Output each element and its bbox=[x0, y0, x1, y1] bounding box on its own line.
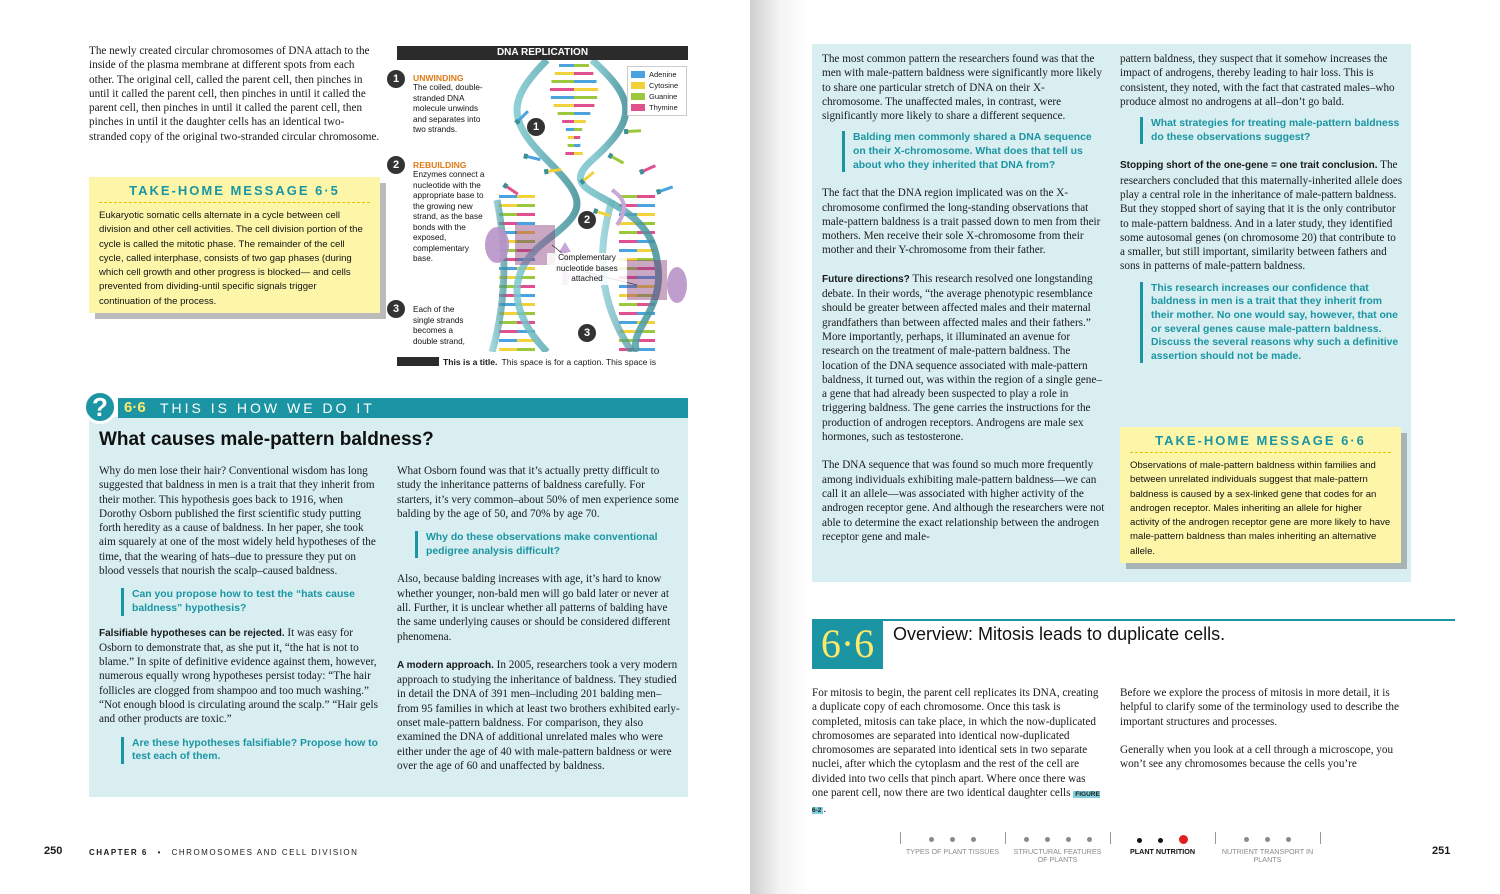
nav-separator bbox=[1110, 832, 1111, 844]
section-column-2 bbox=[397, 464, 680, 773]
free-nucleotide bbox=[502, 182, 519, 196]
overview-col2-paragraph-2: Generally when you look at a cell through a microscope, you won’t see any chromosomes because the cells you’re bbox=[1120, 743, 1394, 771]
base-pair bbox=[568, 144, 574, 147]
footer-navigation bbox=[900, 830, 1320, 870]
section-heading: What causes male-pattern baldness? bbox=[99, 429, 434, 450]
nav-dot bbox=[1244, 837, 1249, 842]
step-1-marker: 1 bbox=[387, 70, 405, 88]
step-2-marker: 2 bbox=[387, 156, 405, 174]
free-nucleotide bbox=[607, 153, 624, 166]
right-page-number: 251 bbox=[1432, 845, 1451, 857]
base-legend bbox=[627, 66, 687, 116]
base-pair bbox=[568, 136, 574, 139]
right-col1-question-1: Balding men commonly shared a DNA sequence on their X-chromosome. What does that tell us about who they inherited that DNA from? bbox=[842, 131, 1105, 172]
base-pair bbox=[555, 72, 574, 75]
step-3-marker: 3 bbox=[387, 300, 405, 318]
nucleotide-sugar bbox=[523, 153, 528, 159]
col1-paragraph-2-body: It was easy for Osborn to demonstrate that, as she put it, “the hat is not to blame.” In spite of definitive evidence against them, however, numerous equally wrong hypotheses persist today: “The hair follicles are clogged from shampoo and too much washing.” “Not enough blood is circulating around the scalp.” “Hair gels and other products are toxic.” bbox=[99, 626, 378, 726]
base-pair bbox=[574, 104, 594, 107]
section-banner bbox=[118, 398, 688, 418]
col1-paragraph-2-lead: Falsifiable hypotheses can be rejected. bbox=[99, 627, 285, 639]
legend-item-cytosine bbox=[631, 80, 683, 91]
nav-separator bbox=[900, 832, 901, 844]
overview-col1-text: For mitosis to begin, the parent cell replicates its DNA, creating a duplicate copy of each chromosome. Once this task is completed, mitosis can take place, in which the now-duplicated chromosomes are separated into identical now-duplicated chromosomes are separated into identical sets in two separate nuclei, after which the cytoplasm and the rest of the cell are divided into two cells that pinch apart. Where once there was one parent cell, now there are two identical daughter cells bbox=[812, 687, 1099, 800]
caption-text: This space is for a caption. This space is bbox=[501, 357, 657, 367]
base-pair bbox=[517, 213, 535, 216]
base-pair bbox=[637, 195, 655, 198]
nav-dot bbox=[1286, 837, 1291, 842]
base-pair bbox=[574, 88, 598, 91]
take-home-title: TAKE-HOME MESSAGE 6·6 bbox=[1130, 433, 1391, 453]
nucleotide-base bbox=[611, 155, 625, 164]
legend-item-thymine bbox=[631, 102, 683, 113]
right-page bbox=[750, 0, 1500, 894]
overview-title: Overview: Mitosis leads to duplicate cells. bbox=[893, 624, 1226, 644]
base-pair bbox=[637, 204, 655, 207]
base-pair bbox=[574, 96, 597, 99]
nucleotide-base bbox=[505, 185, 518, 195]
base-pair bbox=[551, 80, 574, 83]
take-home-body: Observations of male-pattern baldness within families and between unrelated individuals suggest that male-pattern baldness is caused by a sex-linked gene that codes for an androgen receptor. Males inheriting an allele for higher activity of the androgen receptor gene are more likely to have male-pattern baldness than males inheriting an alternative allele. bbox=[1130, 460, 1391, 557]
base-pair bbox=[619, 231, 637, 234]
legend-item-guanine bbox=[631, 91, 683, 102]
base-pair bbox=[554, 104, 574, 107]
base-pair bbox=[517, 195, 535, 198]
take-home-body: Eukaryotic somatic cells alternate in a cycle between cell division and other cell activities. The cell division portion of the cycle is called the mitotic phase. The remainder of the cell cycle, called interphase, consists of two gap phases (during which cell growth and other progress is blocked— and cells prevented from dividing-until specific signals trigger continuation of the process. bbox=[99, 210, 363, 307]
nucleotide-base bbox=[627, 129, 641, 133]
free-nucleotide bbox=[656, 184, 674, 194]
nav-item-nutrient-transport-in-plants[interactable]: NUTRIENT TRANSPORT IN PLANTS bbox=[1221, 847, 1314, 864]
nucleotide-base bbox=[659, 185, 673, 192]
col1-question-1: Can you propose how to test the “hats cause baldness” hypothesis? bbox=[121, 588, 381, 615]
step-2-text bbox=[413, 160, 491, 265]
overview-col1-end: . bbox=[823, 803, 827, 816]
col2-paragraph-3-lead: A modern approach. bbox=[397, 659, 494, 671]
base-pair bbox=[565, 152, 574, 155]
complementary-label: Complementary nucleotide bases attached bbox=[547, 253, 627, 285]
col1-paragraph-2 bbox=[99, 626, 381, 727]
nav-dot bbox=[1045, 837, 1050, 842]
nav-dot bbox=[1137, 838, 1142, 843]
right-col2-paragraph-2-body: The researchers concluded that this maternally-inherited allele does play a central role in the inheritance of male-pattern baldness. But they stopped short of saying that it is the only contributor to male-pattern baldness. And in a later study, they identified some autosomal genes (on chromosome 20) that contribute to a smaller, but still important, similarity between fathers and sons in patterns of male-pattern baldness. bbox=[1120, 159, 1403, 273]
overview-column-2 bbox=[1120, 686, 1410, 771]
section-banner-title: THIS IS HOW WE DO IT bbox=[160, 400, 375, 416]
nav-separator bbox=[1005, 832, 1006, 844]
base-pair bbox=[619, 321, 637, 324]
intro-paragraph: The newly created circular chromosomes of DNA attach to the inside of the plasma membrane at different spots from each other. The original cell, called the parent cell, then pinches in until it called the parent cell, then pinches in until it called the parent cell, then pinches in until it called the parent cell, then pinches in until it the daughter cells has an identical two-stranded copy of the original two-stranded circular chromosome. bbox=[89, 45, 380, 143]
col2-question-1: Why do these observations make conventional pedigree analysis difficult? bbox=[415, 531, 680, 558]
legend-label: Adenine bbox=[649, 70, 677, 79]
col1-paragraph-1: Why do men lose their hair? Conventional wisdom has long suggested that baldness in men is a trait that they inherit from their mother. This hypothesis goes back to 1916, when Dorothy Osborn published the first scientific study putting forth heredity as a cause of baldness. In her paper, she took aim squarely at one of the most widely held hypotheses of the time, that the wearing of hats–due to pressure they put on blood vessels that nourish the scalp–caused baldness. bbox=[99, 465, 376, 578]
chapter-title: CHROMOSOMES AND CELL DIVISION bbox=[171, 848, 359, 857]
legend-swatch bbox=[631, 104, 645, 111]
legend-label: Cytosine bbox=[649, 81, 679, 90]
right-col2-question-2: This research increases our confidence that baldness in men is a trait that they inherit from their mother. No one would say, however, that one or several genes cause male-pattern baldness. Discuss the several reasons why such a definitive assertion should not be made. bbox=[1140, 282, 1403, 364]
free-nucleotide bbox=[639, 163, 657, 174]
base-pair bbox=[566, 128, 574, 131]
figure-caption bbox=[397, 352, 688, 367]
right-col1-paragraph-2: The fact that the DNA region implicated was on the X-chromosome confirmed the long-standing observations that male-pattern baldness is a trait passed down to men from their mothers. Men receive their sole X-chromosome from their mother and their Y-chromosome from their father. bbox=[822, 187, 1101, 257]
base-pair bbox=[562, 120, 574, 123]
nucleotide-sugar bbox=[624, 129, 628, 134]
diagram-marker-1: 1 bbox=[527, 118, 545, 136]
nav-item-types-of-plant-tissues[interactable]: TYPES OF PLANT TISSUES bbox=[905, 847, 1000, 856]
right-column-1 bbox=[822, 52, 1105, 544]
nucleotide-sugar bbox=[544, 169, 549, 175]
base-pair bbox=[637, 339, 655, 342]
step-2-description: Enzymes connect a nucleotide with the appropriate base to the growing new strand, as the base bonds with the exposed, complementary base. bbox=[413, 170, 485, 263]
figure-6-2-reference[interactable]: FIGURE 6-2 bbox=[812, 791, 1100, 815]
col2-paragraph-1: What Osborn found was that it’s actually pretty difficult to study the inheritance patterns of baldness carefully. For starters, it’s very common–about 50% of men experience some balding by the age of 50, and 70% by age 70. bbox=[397, 465, 679, 520]
right-col1-paragraph-3 bbox=[822, 272, 1105, 445]
nav-progress-dots bbox=[1015, 835, 1100, 842]
nav-separator bbox=[1320, 832, 1321, 844]
nav-dot bbox=[950, 837, 955, 842]
step-3-description: Each of the single strands becomes a double strand, bbox=[413, 305, 465, 346]
base-pair bbox=[574, 120, 586, 123]
legend-swatch bbox=[631, 71, 645, 78]
base-pair bbox=[637, 213, 655, 216]
question-badge: ? bbox=[83, 390, 117, 424]
nav-dot bbox=[1066, 837, 1071, 842]
nav-progress-dots bbox=[1225, 835, 1310, 842]
take-home-message-6-5 bbox=[89, 177, 380, 313]
base-pair bbox=[574, 80, 597, 83]
dna-replication-figure bbox=[392, 46, 688, 367]
base-pair bbox=[574, 112, 590, 115]
nav-item-structural-features-of-plants[interactable]: STRUCTURAL FEATURES OF PLANTS bbox=[1013, 847, 1102, 864]
right-col2-paragraph-2 bbox=[1120, 158, 1403, 273]
step-1-description: The coiled, double-stranded DNA molecule unwinds and separates into two strands. bbox=[413, 83, 483, 134]
footer-bullet: • bbox=[157, 848, 162, 857]
base-pair bbox=[619, 312, 637, 315]
step-2-heading: REBUILDING bbox=[413, 160, 467, 170]
legend-swatch bbox=[631, 93, 645, 100]
right-col1-paragraph-4: The DNA sequence that was found so much more frequently among individuals exhibiting male-pattern baldness—we can call it an allele—was associated with higher activity of the androgen receptor gene. And although the researchers were not able to determine the exact relationship between the androgen receptor gene and male- bbox=[822, 459, 1105, 543]
nav-dot bbox=[1024, 837, 1029, 842]
step-1-text bbox=[413, 73, 493, 136]
section-column-1 bbox=[99, 464, 381, 764]
overview-number-block: 6·6 bbox=[812, 619, 883, 669]
overview-column-1 bbox=[812, 686, 1103, 819]
nav-dot bbox=[1265, 837, 1270, 842]
nav-separator bbox=[1215, 832, 1216, 844]
section-number: 6·6 bbox=[124, 399, 146, 416]
right-col2-paragraph-1: pattern baldness, they suspect that it somehow increases the impact of androgens, thereby leading to hair loss. This is consistent, they noted, with the fact that castrated males–who produce almost no androgens at all–don’t go bald. bbox=[1120, 53, 1395, 108]
base-pair bbox=[574, 64, 589, 67]
left-page-number: 250 bbox=[44, 845, 63, 857]
nav-dot bbox=[1158, 838, 1163, 843]
step-1-heading: UNWINDING bbox=[413, 73, 464, 83]
base-pair bbox=[499, 339, 517, 342]
diagram-marker-3: 3 bbox=[578, 324, 596, 342]
base-pair bbox=[551, 96, 574, 99]
nav-progress-dots bbox=[1120, 835, 1205, 844]
right-col2-paragraph-2-lead: Stopping short of the one-gene = one trait conclusion. bbox=[1120, 160, 1378, 172]
legend-swatch bbox=[631, 82, 645, 89]
base-pair bbox=[499, 195, 517, 198]
nucleotide-base bbox=[642, 164, 656, 172]
base-pair bbox=[517, 222, 535, 225]
col2-paragraph-3 bbox=[397, 658, 680, 773]
base-pair bbox=[574, 144, 580, 147]
base-pair bbox=[619, 240, 637, 243]
base-pair bbox=[619, 249, 637, 252]
diagram-marker-2: 2 bbox=[578, 211, 596, 229]
base-pair bbox=[574, 72, 593, 75]
take-home-message-6-6 bbox=[1120, 427, 1401, 563]
legend-label: Thymine bbox=[649, 103, 678, 112]
nav-dot bbox=[1179, 835, 1188, 844]
base-pair bbox=[499, 348, 517, 351]
col2-paragraph-3-body: In 2005, researchers took a very modern approach to studying the inheritance of baldness. They studied in detail the DNA of 391 men–including 201 balding men–from 95 families in which at least two brothers exhibited early-onset male-pattern baldness. For comparison, they also examined the DNA of additional unrelated males who were either under the age of 40 with male-pattern baldness or were over the age of 60 and unaffected by baldness. bbox=[397, 658, 680, 772]
free-nucleotide bbox=[624, 128, 641, 134]
nav-dot bbox=[929, 837, 934, 842]
nav-progress-dots bbox=[910, 835, 995, 842]
chapter-footer bbox=[89, 848, 358, 857]
nav-item-plant-nutrition[interactable]: PLANT NUTRITION bbox=[1129, 847, 1196, 856]
right-col2-question-1: What strategies for treating male-pattern baldness do these observations suggest? bbox=[1140, 117, 1403, 144]
chapter-label: CHAPTER 6 bbox=[89, 848, 148, 857]
base-pair bbox=[517, 204, 535, 207]
base-pair bbox=[574, 152, 583, 155]
overview-col2-paragraph-1: Before we explore the process of mitosis in more detail, it is helpful to clarify some of the terminology used to describe the important structures and processes. bbox=[1120, 687, 1399, 728]
base-pair bbox=[574, 128, 582, 131]
nav-dot bbox=[1087, 837, 1092, 842]
base-pair bbox=[517, 348, 535, 351]
base-pair bbox=[559, 64, 574, 67]
step-3-text bbox=[413, 305, 473, 347]
nav-dot bbox=[971, 837, 976, 842]
right-col1-paragraph-1: The most common pattern the researchers found was that the men with male-pattern baldness were significantly more likely to share one particular stretch of DNA on their X-chromosome. The unaffected males, in contrast, were significantly more likely to share a different sequence. bbox=[822, 53, 1102, 123]
take-home-title: TAKE-HOME MESSAGE 6·5 bbox=[99, 183, 370, 203]
base-pair bbox=[574, 136, 580, 139]
figure-title: DNA REPLICATION bbox=[397, 46, 688, 60]
overview-rule bbox=[883, 619, 1455, 621]
base-pair bbox=[619, 303, 637, 306]
right-col1-paragraph-3-lead: Future directions? bbox=[822, 273, 910, 285]
caption-title: This is a title. bbox=[443, 357, 498, 367]
right-col1-paragraph-3-body: This research resolved one longstanding debate. In their words, “the average phenotypic resemblance should be greater between affected males and their maternal grandfathers than between affected males and their fathers.” More importantly, perhaps, it illuminated an avenue for research on the treatment of male-pattern baldness. The location of the DNA sequence associated with male-pattern baldness, it turned out, was within the region of a single gene–a gene that had already been suspected to play a role in triggering baldness. The gene carries the instructions for the production of androgen receptors. Androgens are male sex hormones, such as testosterone. bbox=[822, 272, 1102, 444]
right-column-2 bbox=[1120, 52, 1403, 363]
col1-question-2: Are these hypotheses falsifiable? Propose how to test each of them. bbox=[121, 737, 381, 764]
legend-item-adenine bbox=[631, 69, 683, 80]
base-pair bbox=[558, 112, 574, 115]
base-pair bbox=[499, 330, 517, 333]
legend-label: Guanine bbox=[649, 92, 678, 101]
col2-paragraph-2: Also, because balding increases with age, it’s hard to know whether younger, non-bald men will go bald later or never at all. Further, it is unclear whether all patterns of balding have the same underlying causes or should be considered different phenomena. bbox=[397, 573, 671, 643]
base-pair bbox=[550, 88, 574, 91]
